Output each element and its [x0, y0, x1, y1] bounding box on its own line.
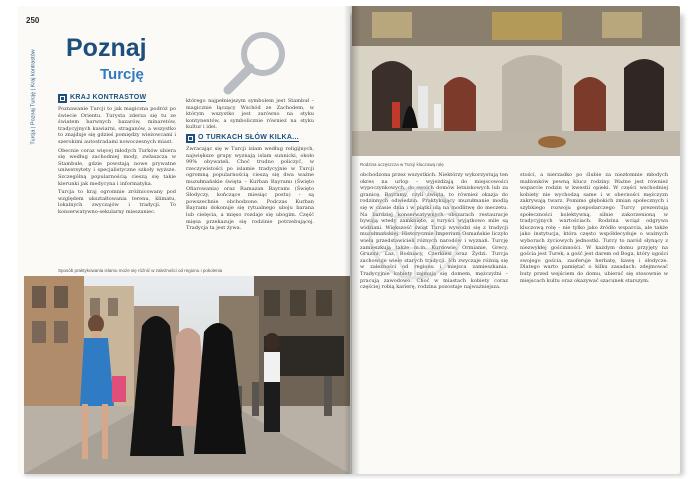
- text-column-1: [58, 94, 176, 262]
- palace-photo: [352, 6, 680, 156]
- section-icon: [58, 94, 67, 103]
- section-heading-contrasts: KRAJ KONTRASTÓW: [58, 94, 176, 103]
- paragraph: Obecnie coraz więcej młodych Turków ubiera się według zachodniej mody, zwłaszcza w Stambule, gdzie powstają nowe prywatne uniwersytety i specjalistyczne szkoły wyższe. Szczególną popularnością cieszą się takie kierunki jak medycyna i informatyka.: [58, 147, 176, 187]
- left-page: [18, 6, 350, 474]
- right-photo-caption: Rodzina uczęszcza w Turcji kluczową rolę: [360, 162, 444, 167]
- paragraph: którego najpełniejszym symbolem jest Stambuł – magicznie łączący Wschód ze Zachodem, w którym wszystko jest zarówno na styku kontynentów, a symbolicznie również na styku kultur i idei.: [186, 98, 314, 131]
- paragraph: stości, a nierzadko po ślubie za niezłomnie młodych małżonków pewną klucz rodziny. Ważne jest również wsparcie rodzin w kwestii opieki. W części wschodniej kobiety nie wychodzą same i w obecności mężczyzn zakrywają twarz. Pomimo głębokich zmian społecznych i szybkiego rozwoju gospodarczego Turcy prezentują społeczności kolektywną, silnie zakorzenioną w tradycyjnych wartościach. Rodzina wciąż odgrywa kluczową rolę – nie tylko jako źródło wsparcia, ale także jako instytucja, która często współdecyduje o ważnych wyborach życiowych jednostki. Turcy to naród słynący z niezwykłej gościnności. W każdym domu przyjęty na gościa jest Turek, a gość jest darem od Boga, który ugości swojego gościa, zaoferuje herbatę, kawę i słodycze. Dlatego warto pamiętać o kilku zasadach: zdejmować buty przed wejściem do domu, ubierać się stosownie w miejscach kultu oraz okazywać szacunek starszym.: [520, 172, 668, 284]
- photo-caption: Sposób praktykowania islamu może się różnić w zależności od regionu i pokolenia: [58, 268, 223, 273]
- side-tab-label: Turcja | Poznaj Turcję | Kraj kontrastów: [31, 49, 37, 145]
- text-column-2: [186, 98, 314, 262]
- paragraph: Poznawanie Turcji to jak magiczna podróż po świecie Orientu. Turysta zderza się tu ze światem barwnych bazarów, minaretów, tradycyjnych kawiarni, straganów, a wszystko to znajduje się gdzieś pomiędzy wieżowcami i szerokimi autostradami nowoczesnych miast.: [58, 106, 176, 145]
- side-tab: [27, 42, 41, 152]
- street-photo: [24, 276, 350, 474]
- page-subtitle: Turcję: [100, 66, 144, 83]
- paragraph: Zwracając się w Turcji islam według religijnych, największe grupy wyznają islam sunnicki, około 99% obywateli. Choć trudno policzyć, w rzeczywistości po islamie tradycyjnie w Turcji ogromną popularnością cieszą się dwa ważne muzułmańskie święta – Kurban Bayramı (Święto Ofiarowania) oraz Ramazan Bayramı (Święto Słodyczy, kończące miesiąc postu) – są powszechnie obchodzone. Podczas Kurban Bayramı dokonuje się rytualnego uboju barana lub cielęcia, a mięso rozdaje się ubogim. Część mięsa przekazuje się rodzinie potrzebującej. Tradycja ta jest żywa.: [186, 145, 314, 232]
- page-title: Poznaj: [66, 34, 147, 62]
- section-icon: [186, 134, 195, 143]
- right-text-column-2: [520, 172, 668, 468]
- book-spine: [344, 6, 360, 474]
- section-heading-turks: O TURKACH SŁÓW KILKA...: [186, 134, 314, 143]
- magnifier-icon: [218, 26, 298, 96]
- page-number: 250: [26, 16, 40, 25]
- globe-watermark-icon: [360, 178, 470, 288]
- paragraph: Turcja to kraj ogromnie zróżnicowany pod względem ukształtowania terenu, klimatu, lokalnych zwyczajów i tradycji. To konserwatywno-sekularny mieszaniec.: [58, 189, 176, 215]
- paragraph: obchodzona przez wszystkich. Niektórzy wykorzystują ten okres na urlop – wyjeżdżają do miejscowości wypoczynkowych, do swoich domów letniskowych lub za granicę. Bayramy, czyli święta, to również okazja do rodzinnych odwiedzin. Praktykujący muzułmanie modlą się w czasie dnia i w piątki idą na modlitwę do meczetu. Na bardziej konserwatywnych obszarach restauracje bywają wtedy zamknięte, a turyści wyjątkowo mile są widziani. Większość świąt Turcji wywodzi się z tradycji muzułmańskiej. Historycznie Imperium Osmańskie liczyło wielu przedstawicieli różnych narodów i wyznań. Turcję zamieszkują także m.in. Kurdowie, Ormianie, Grecy, Gruzini, Laz, Bośniacy, Czerkiesi oraz Żydzi. Turcja zachowuje wiele starych tradycji. Ich zwyczaje różnią się w zależności od regionu i miejsca zamieszkania. Tradycyjnie kobiety zajmują się domem, mężczyźni – pracują zawodowo. Choć w miastach kobiety coraz częściej robią karierę, rodzina pozostaje najważniejsza.: [360, 172, 508, 291]
- open-book: [18, 6, 680, 474]
